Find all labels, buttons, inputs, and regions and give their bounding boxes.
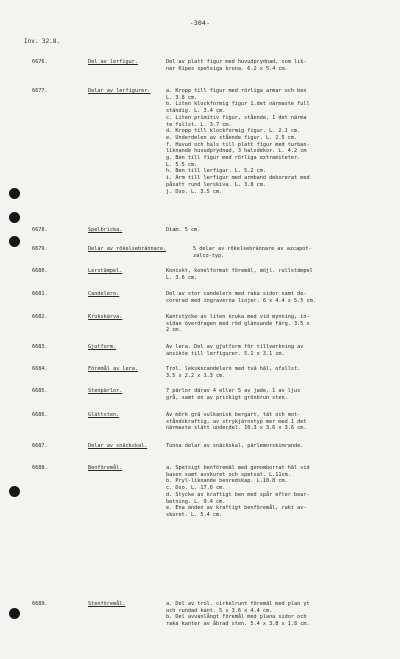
entry-number: 6686. [32,412,48,418]
entry-title: Gjutform. [88,344,117,350]
binder-hole [9,188,20,199]
binder-hole [9,236,20,247]
entry-title: Spelbricka. [88,227,123,233]
entry-number: 6685. [32,388,48,394]
entry-description: Del av stor candelero med raka sidor samt de- corerad med ingraverna linjer. 6 x 4.4 x 5.5 cm. [166,291,316,304]
entry-number: 6679. [32,246,48,252]
entry-number: 6677. [32,88,48,94]
inventory-label: Inv. 32.8. [24,38,61,45]
entry-title: Krukskärva. [88,314,123,320]
entry-number: 6689. [32,601,48,607]
page-number: -304- [189,19,211,27]
entry-description: Diam. 5 cm. [166,227,201,233]
entry-description: Kantstycke av liten kruka med vid mynning, in- sidan överdragen med röd glänsande färg. 3.5 x 2 cm. [166,314,310,334]
binder-hole [9,486,20,497]
entry-title: Glättsten. [88,412,120,418]
entry-description: a. Spetsigt benföremål med genomborrat hål vid basen samt avskuret och spetsat. L.11cm. b. Pryl-liknande benredskap. L.10.8 cm. c. Dso. L. 17.6 cm. d. Stycke av kraftigt ben med spår efter bear- betning. L. 9.4 cm. e. Ena änden av kraftigt benföremål, rakt av- skuret. L. 5.4 cm. [166,465,310,518]
entry-number: 6681. [32,291,48,297]
entry-description: Av lera. Del av gjutform för tillverkning av ansikte till lerfigurer. 5.1 x 3.1 cm. [166,344,304,357]
entry-number: 6687. [32,443,48,449]
entry-description: 7 pärlor därav 4 eller 5 av jade, 1 av ljus grå, samt en av prickigt grönbrun sten. [166,388,301,401]
entry-title: Delar av snäckskal. [88,443,148,449]
entry-title: Stenpärlor. [88,388,123,394]
entry-description: Del av platt figur med huvudprydnad, som lik- nar Kipes spetsiga krona. 6.2 x 5.4 cm. [166,59,307,72]
binder-hole [9,608,20,619]
entry-title: Benföremål. [88,465,123,471]
entry-description: Trol. lekskscandelero med två hål, ofullst. 3.5 x 2.2 x 1.3 cm. [166,366,301,379]
entry-title: Delar av rökelsebrännare. [88,246,167,252]
entry-title: Stenföremål. [88,601,126,607]
entry-number: 6676. [32,59,48,65]
entry-description: Koniskt, konelformat föremål, möjl. rullstämpel L. 3.6 cm. [166,268,313,281]
entry-title: Del av lerfigur. [88,59,138,65]
entry-description: Tunna delar av snäckskal, pärlemorskimrande. [166,443,304,449]
entry-description: a. Del av trol. cirkelrunt föremål med plan yt och rundad kant. 5 x 3.6 x 4.4 cm. b. Del avvanlångt föremål med plana sidor och raka kanter av åbrad sten. 5.4 x 3.8 x 1.8 cm. [166,601,310,628]
entry-description: 5 delar av rökelsebrännare av azcapot- zalco-typ. [193,246,312,259]
binder-hole [9,212,20,223]
entry-description: Av mörk grå vulkanisk bergart, tät och mot- ståndskraftig, av strykjärnstyp mer med 1 det närmaste slätt underdel. 10.3 x 3.6 x 3.6 cm. [166,412,307,432]
entry-title: Delar av lerfigurer. [88,88,151,94]
entry-number: 6684. [32,366,48,372]
entry-number: 6683. [32,344,48,350]
entry-title: Föremål av lera. [88,366,138,372]
entry-title: Candelero. [88,291,120,297]
entry-number: 6678. [32,227,48,233]
entry-title: Lerstämpel. [88,268,123,274]
entry-number: 6688. [32,465,48,471]
entry-number: 6680. [32,268,48,274]
entry-description: a. Kropp till figur med rörliga armar och ben L. 3.8 cm. b. Liten klockformig figur 1.det närmaste full ständig. L. 3.4 cm. c. Liten primitiv figur, stående, 1 det närma te fullst. L. 3.7 cm. d. Kropp till klockformig figur. L. 2.1 cm. e. Underdelen av stående figur. L. 2.5 cm. f. Huvud och hals till platt figur med turban- liknande huvudprydnad, 3 halsdekor. L. 4.2 cm g. Ben till figur med rörliga extremiteter. L. 5.5 cm. h. Ben till lerfigur. L. 5.2 cm. i. Arm till lerfigur med armband dekorerat med påsatt rund lerskiva. L. 3.8 cm. j. Dso. L. 3.5 cm. [166,88,310,195]
entry-number: 6682. [32,314,48,320]
